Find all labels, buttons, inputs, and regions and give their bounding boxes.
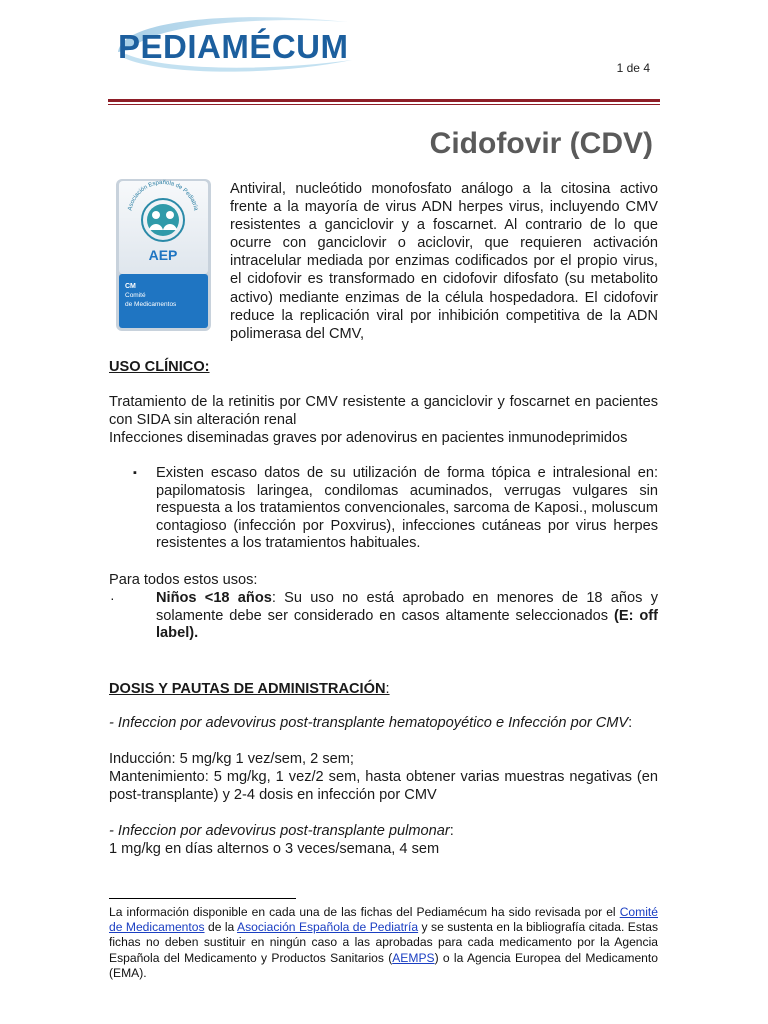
uso-paragraph-2: Infecciones diseminadas graves por adenovirus en pacientes inmunodeprimidos	[109, 430, 628, 446]
ninos-paragraph	[156, 590, 658, 643]
header-rule-thin	[108, 104, 660, 105]
pulmonar-dose: 1 mg/kg en días alternos o 3 veces/semana, 4 sem	[109, 841, 440, 857]
aep-badge	[115, 178, 212, 332]
footnote-text-4: ) o la Agencia Europea del Medicamento (EMA).	[109, 950, 658, 980]
dosis-sub2-colon: :	[449, 823, 454, 839]
bullet-marker-dot: ·	[110, 590, 115, 606]
ninos-text: : Su uso no está aprobado en menores de 18 años y solamente debe ser considerado en casos altamente seleccionados	[156, 590, 659, 624]
logo-text: PEDIAMÉCUM	[118, 28, 349, 65]
induccion-dose: Inducción: 5 mg/kg 1 vez/sem, 2 sem;	[109, 751, 354, 767]
footnote	[109, 905, 658, 981]
badge-arc-text: Asociación Española de Pediatría	[127, 179, 199, 212]
dosis-sub1-text: - Infeccion por adevovirus post-transplante hematopoyético e Infección por CMV	[109, 715, 629, 731]
footnote-text-3: y se sustenta en la bibliografía citada. Estas fichas no deben sustituir en ningún caso a las aprobadas para cada medicamento por la Agencia Española del Medicamento y Productos Sanitarios (	[109, 920, 659, 965]
dosis-subheading-2	[109, 823, 658, 841]
footnote-rule	[109, 898, 296, 899]
badge-line1: Comité	[125, 292, 146, 299]
dosis-sub2-text: - Infeccion por adevovirus post-transplante pulmonar	[109, 823, 450, 839]
mantenimiento-dose: Mantenimiento: 5 mg/kg, 1 vez/2 sem, hasta obtener varias muestras negativas (en post-transplante) y 2-4 dosis en infección por CMV	[109, 769, 658, 803]
aemps-link[interactable]: AEMPS	[392, 950, 435, 965]
pediamecum-logo	[112, 12, 362, 76]
todos-usos-label: Para todos estos usos:	[109, 572, 258, 588]
dosis-sub1-colon: :	[628, 715, 633, 731]
drug-title: Cidofovir (CDV)	[429, 127, 653, 160]
bullet-marker: ▪	[133, 467, 137, 479]
badge-org: AEP	[148, 247, 178, 263]
dosis-heading-colon: :	[385, 681, 390, 697]
aep-link[interactable]: Asociación Española de Pediatría	[237, 920, 419, 935]
footnote-text-2: de la	[204, 920, 238, 935]
uso-paragraph-1: Tratamiento de la retinitis por CMV resistente a ganciclovir y foscarnet en pacientes con SIDA sin alteración renal	[109, 394, 658, 428]
uso-clinico-heading: USO CLÍNICO:	[109, 359, 210, 375]
comite-link[interactable]: Comité de Medicamentos	[109, 905, 658, 935]
dosis-heading-text: DOSIS Y PAUTAS DE ADMINISTRACIÓN	[109, 681, 386, 697]
footnote-text-1: La información disponible en cada una de las fichas del Pediamécum ha sido revisada por el	[109, 905, 620, 919]
bullet-topical-use: Existen escaso datos de su utilización de forma tópica e intralesional en: papilomatosis laringea, condilomas acuminados, verrugas vulgares sin respuesta a los tratamientos convencionales, sarcoma de Kaposi., moluscum contagioso (infección por Poxvirus), infecciones cutáneas por virus herpes resistentes a los tratamientos habituales.	[156, 465, 658, 552]
dosis-heading	[109, 681, 390, 697]
badge-line2: de Medicamentos	[125, 301, 177, 308]
intro-paragraph: Antiviral, nucleótido monofosfato análogo a la citosina activo frente a la mayoría de virus ADN herpes virus, incluyendo CMV resistentes a ganciclovir y a foscarnet. Al contrario de lo que ocurre con ganciclovir o aciclovir, que requieren activación intracelular mediada por enzimas codificados por el propio virus, el cidofovir es transformado en cidofovir difosfato (su metabolito activo) mediante enzimas de la célula hospedadora. El cidofovir reduce la replicación viral por inhibición competitiva de la ADN polimerasa del CMV,	[230, 181, 658, 342]
off-label-tag: (E: off label).	[156, 607, 658, 642]
badge-code: CM	[125, 283, 136, 290]
page-number: 1 de 4	[616, 61, 650, 75]
dosis-subheading-1	[109, 715, 658, 733]
header-rule	[108, 99, 660, 102]
ninos-bold: Niños <18 años	[156, 590, 272, 606]
